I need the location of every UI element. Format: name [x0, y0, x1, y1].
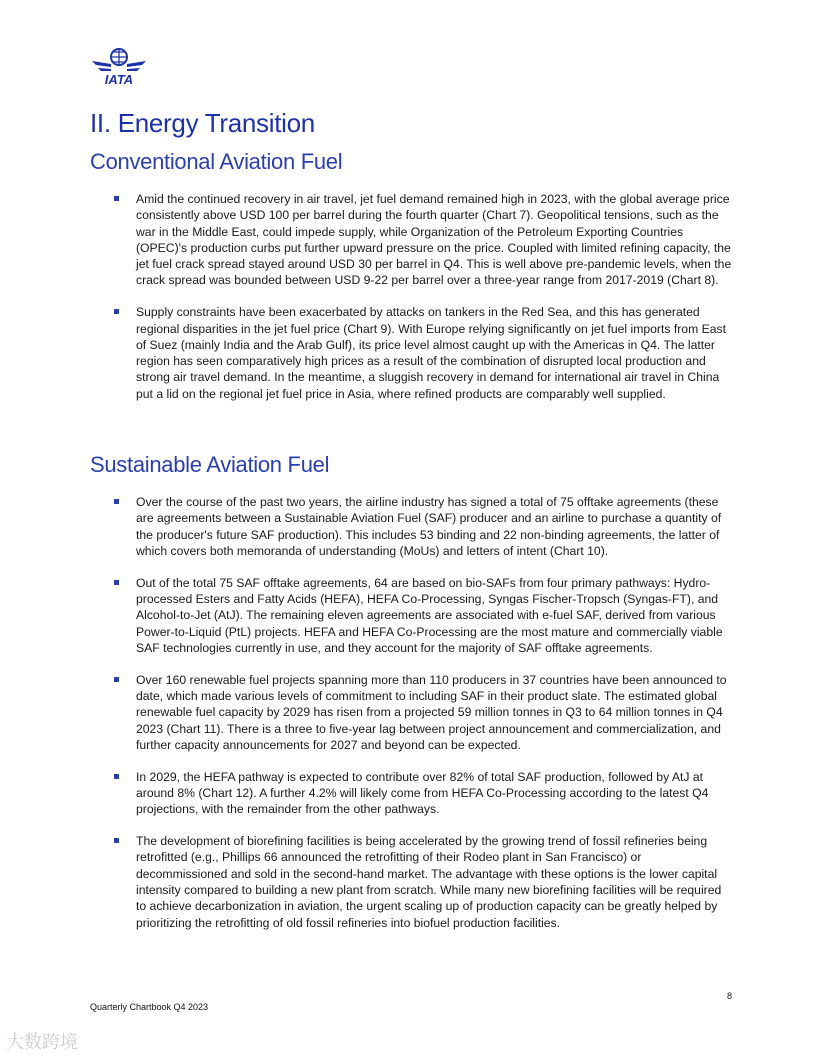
bullet-list-saf [136, 494, 732, 946]
section-heading-conventional: Conventional Aviation Fuel [90, 149, 343, 174]
bullet-item: Over the course of the past two years, the airline industry has signed a total of 75 offtake agreements (these are agreements between a Sustainable Aviation Fuel (SAF) producer and an airline to purchase a quantity of the producer's future SAF production). This includes 53 binding and 22 non-binding agreements, the latter of which covers both memoranda of understanding (MoUs) and letters of intent (Chart 10). [136, 494, 732, 559]
footer-text: Quarterly Chartbook Q4 2023 [90, 1002, 209, 1012]
iata-logo [90, 46, 148, 86]
page-number: 8 [727, 991, 733, 1001]
section-heading-saf: Sustainable Aviation Fuel [90, 452, 330, 477]
bullet-item: In 2029, the HEFA pathway is expected to contribute over 82% of total SAF production, followed by AtJ at around 8% (Chart 12). A further 4.2% will likely come from HEFA Co-Processing according to the latest Q4 projections, with the remainder from the other pathways. [136, 769, 732, 818]
bullet-list-conventional [136, 191, 732, 418]
bullet-item: Out of the total 75 SAF offtake agreements, 64 are based on bio-SAFs from four primary pathways: Hydro-processed Esters and Fatty Acids (HEFA), HEFA Co-Processing, Syngas Fischer-Tropsch (Syngas-FT), and Alcohol-to-Jet (AtJ). The remaining eleven agreements are associated with e-fuel SAF, derived from various Power-to-Liquid (PtL) projects. HEFA and HEFA Co-Processing are the most mature and commercially viable SAF technologies currently in use, and they account for the majority of SAF offtake agreements. [136, 575, 732, 656]
bullet-item: Supply constraints have been exacerbated by attacks on tankers in the Red Sea, and this has generated regional disparities in the jet fuel price (Chart 9). With Europe relying significantly on jet fuel imports from East of Suez (mainly India and the Arab Gulf), its price level almost caught up with the Americas in Q4. The latter region has seen comparatively high prices as a result of the combination of disrupted local production and strong air travel demand. In the meantime, a sluggish recovery in demand for international air travel in China put a lid on the regional jet fuel price in Asia, where refined products are comparably well supplied. [136, 304, 732, 402]
bullet-item: Over 160 renewable fuel projects spanning more than 110 producers in 37 countries have been announced to date, which made various levels of commitment to including SAF in their product slate. The estimated global renewable fuel capacity by 2029 has risen from a projected 59 million tonnes in Q3 to 64 million tonnes in Q4 2023 (Chart 11). There is a three to five-year lag between project announcement and commercialization, and further capacity announcements for 2027 and beyond can be expected. [136, 672, 732, 753]
bullet-item: Amid the continued recovery in air travel, jet fuel demand remained high in 2023, with the global average price consistently above USD 100 per barrel during the fourth quarter (Chart 7). Geopolitical tensions, such as the war in the Middle East, could impede supply, while Organization of the Petroleum Exporting Countries (OPEC)'s production curbs put further upward pressure on the price. Coupled with limited refining capacity, the jet fuel crack spread stayed around USD 30 per barrel in Q4. This is well above pre-pandemic levels, when the crack spread was bounded between USD 9-22 per barrel over a three-year range from 2017-2019 (Chart 8). [136, 192, 732, 288]
page-title: II. Energy Transition [90, 108, 315, 138]
watermark: 大数跨境 [6, 1032, 78, 1053]
svg-text:IATA: IATA [104, 72, 134, 86]
bullet-item: The development of biorefining facilities is being accelerated by the growing trend of fossil refineries being retrofitted (e.g., Phillips 66 announced the retrofitting of their Rodeo plant in San Francisco) or decommissioned and sold in the second-hand market. The advantage with these options is the lower capital intensity compared to building a new plant from scratch. While many new biorefining facilities will be required to achieve decarbonization in aviation, the urgent scaling up of production capacity can be greatly helped by prioritizing the retrofitting of old fossil refineries into biofuel production facilities. [136, 833, 732, 931]
